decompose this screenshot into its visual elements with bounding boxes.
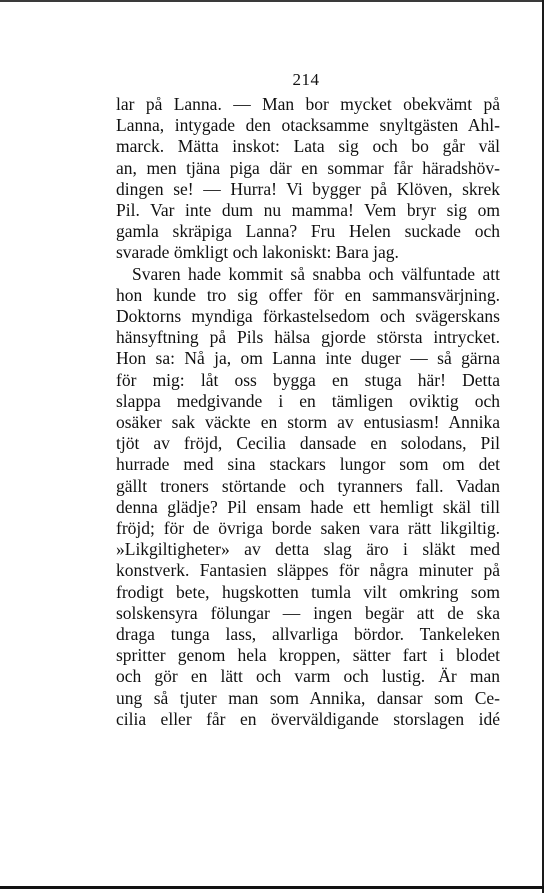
text-line: gamla skräpiga Lanna? Fru Helen suckade och: [116, 221, 500, 242]
text-line: draga tunga lass, allvarliga bördor. Tankeleken: [116, 624, 500, 645]
text-line: Lanna, intygade den otacksamme snyltgästen Ahl-: [116, 115, 500, 136]
text-line: fröjd; för de övriga borde saken vara rätt likgiltig.: [116, 518, 500, 539]
text-line: osäker sak väckte en storm av entusiasm! Annika: [116, 412, 500, 433]
text-line: konstverk. Fantasien släppes för några minuter på: [116, 560, 500, 581]
text-line: »Likgiltigheter» av detta slag äro i släkt med: [116, 539, 500, 560]
text-line: dingen se! — Hurra! Vi bygger på Klöven, skrek: [116, 178, 500, 199]
text-line: tjöt av fröjd, Cecilia dansade en solodans, Pil: [116, 433, 500, 454]
text-line: spritter genom hela kroppen, sätter fart i blodet: [116, 645, 500, 666]
text-line: cilia eller får en överväldigande storslagen idé: [116, 708, 500, 729]
text-line: ung så tjuter man som Annika, dansar som Ce-: [116, 687, 500, 708]
text-line: gällt troners störtande och tyranners fall. Vadan: [116, 475, 500, 496]
text-line: hon kunde tro sig offer för en sammansvärjning.: [116, 284, 500, 305]
text-line: Hon sa: Nå ja, om Lanna inte duger — så gärna: [116, 348, 500, 369]
page-number: 214: [292, 70, 320, 89]
text-line: Pil. Var inte dum nu mamma! Vem bryr sig om: [116, 200, 500, 221]
text-line: svarade ömkligt och lakoniskt: Bara jag.: [116, 242, 399, 263]
text-line: hurrade med sina stackars lungor som om det: [116, 454, 500, 475]
text-line: marck. Mätta inskot: Lata sig och bo går väl: [116, 136, 500, 157]
text-line: Svaren hade kommit så snabba och välfuntade att: [132, 263, 500, 284]
text-line: an, men tjäna piga där en sommar får häradshöv-: [116, 157, 500, 178]
text-line: denna glädje? Pil ensam hade ett hemligt skäl till: [116, 496, 500, 517]
text-line: frodigt bete, hugskotten tumla vilt omkring som: [116, 581, 500, 602]
text-line: för mig: låt oss bygga en stuga här! Detta: [116, 369, 500, 390]
page-body: [116, 94, 500, 730]
page-edge-top: [0, 0, 544, 2]
paragraph-1: [116, 94, 500, 264]
paragraph-2: [116, 264, 500, 730]
text-line: solskensyra fölungar — ingen begär att de ska: [116, 602, 500, 623]
text-line: Doktorns myndiga förkastelsedom och svägerskans: [116, 306, 500, 327]
page-edge-bottom: [0, 886, 544, 889]
text-line: lar på Lanna. — Man bor mycket obekvämt på: [116, 94, 500, 114]
text-line: slappa medgivande i en tämligen oviktig och: [116, 390, 500, 411]
text-line: hänsyftning på Pils hälsa gjorde största intrycket.: [116, 327, 500, 348]
text-line: och gör en lätt och varm och lustig. Är man: [116, 666, 500, 687]
